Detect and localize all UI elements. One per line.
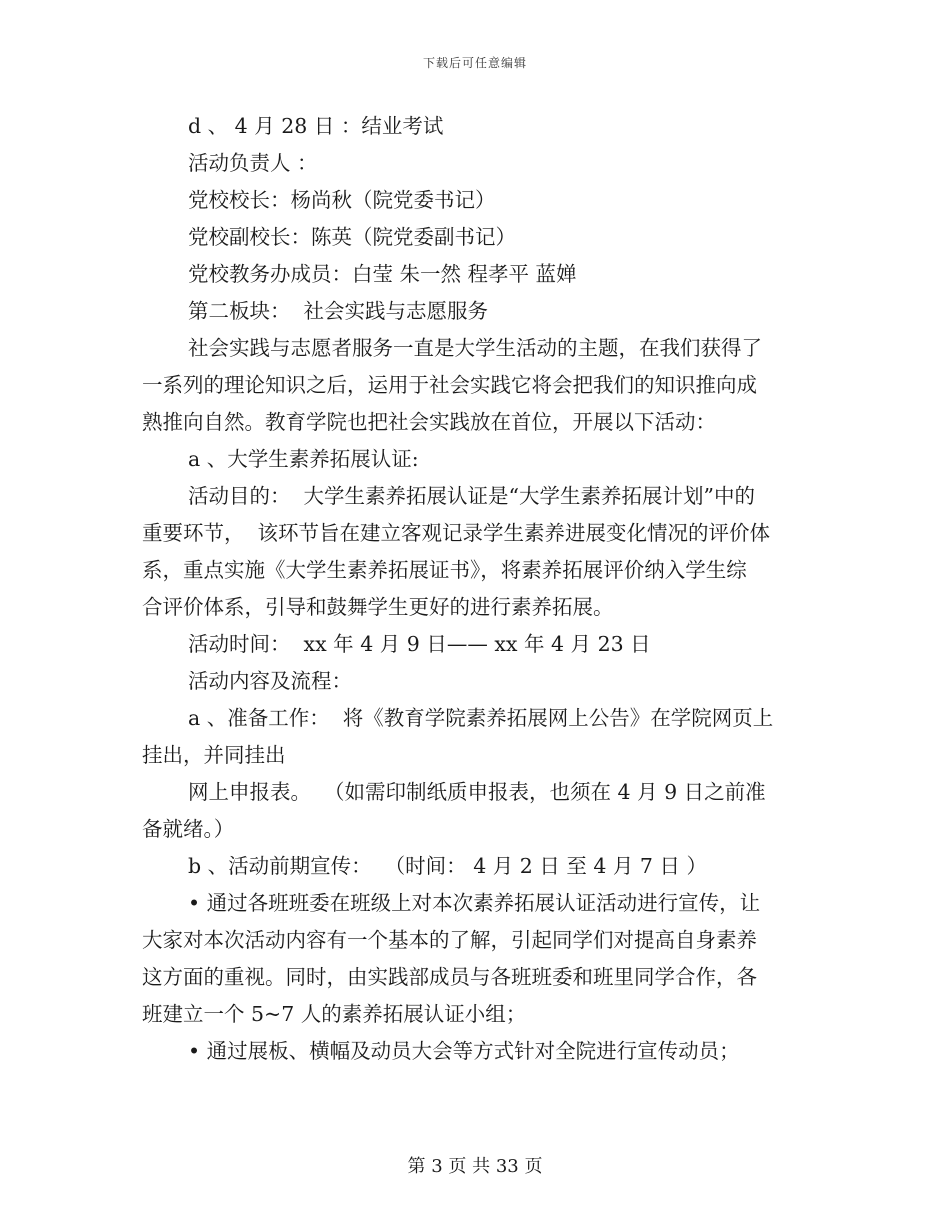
page-header: 下载后可任意编辑 [422,56,527,70]
text-line: 活动内容及流程： [188,669,352,693]
text-line: 一系列的理论知识之后，运用于社会实践它将会把我们的知识推向成 [142,373,757,397]
text-line: 活动目的： 大学生素养拓展认证是“大学生素养拓展计划”中的 [188,484,755,508]
text-line: 重要环节， 该环节旨在建立客观记录学生素养进展变化情况的评价体 [142,521,771,545]
text-line: 党校副校长：陈英（院党委副书记） [188,225,516,249]
text-line: 党校校长：杨尚秋（院党委书记） [188,188,496,212]
text-line: • 通过各班班委在班级上对本次素养拓展认证活动进行宣传，让 [188,891,761,915]
text-line: 大家对本次活动内容有一个基本的了解，引起同学们对提高自身素养 [142,928,757,952]
text-line: a 、大学生素养拓展认证: [188,447,419,471]
text-line: • 通过展板、横幅及动员大会等方式针对全院进行宣传动员； [188,1039,740,1063]
text-line: 活动负责人 ： [188,151,318,175]
text-line: d 、 4 月 28 日 ：结业考试 [188,114,444,138]
text-line: 活动时间： xx 年 4 月 9 日—— xx 年 4 月 23 日 [188,632,651,656]
text-line: b 、活动前期宣传： （时间： 4 月 2 日 至 4 月 7 日 ） [188,854,708,878]
text-line: 班建立一个 5~7 人的素养拓展认证小组； [142,1002,527,1026]
text-line: 这方面的重视。同时，由实践部成员与各班班委和班里同学合作，各 [142,965,757,989]
document-body [142,108,810,1070]
text-line: 合评价体系，引导和鼓舞学生更好的进行素养拓展。 [142,595,614,619]
text-line: 挂出，并同挂出 [142,743,286,767]
text-line: 系，重点实施《大学生素养拓展证书》，将素养拓展评价纳入学生综 [142,558,747,582]
text-line: 第二板块： 社会实践与志愿服务 [188,299,489,323]
text-line: 党校教务办成员：白莹 朱一然 程孝平 蓝婵 [188,262,577,286]
text-line: 社会实践与志愿者服务一直是大学生活动的主题，在我们获得了 [188,336,762,360]
text-line: 熟推向自然。教育学院也把社会实践放在首位，开展以下活动： [142,410,716,434]
text-line: 网上申报表。 （如需印制纸质申报表，也须在 4 月 9 日之前准 [188,780,766,804]
page-footer: 第 3 页 共 33 页 [407,1156,543,1177]
text-line: 备就绪。） [142,817,235,841]
text-line: a 、准备工作： 将《教育学院素养拓展网上公告》在学院网页上 [188,706,774,730]
